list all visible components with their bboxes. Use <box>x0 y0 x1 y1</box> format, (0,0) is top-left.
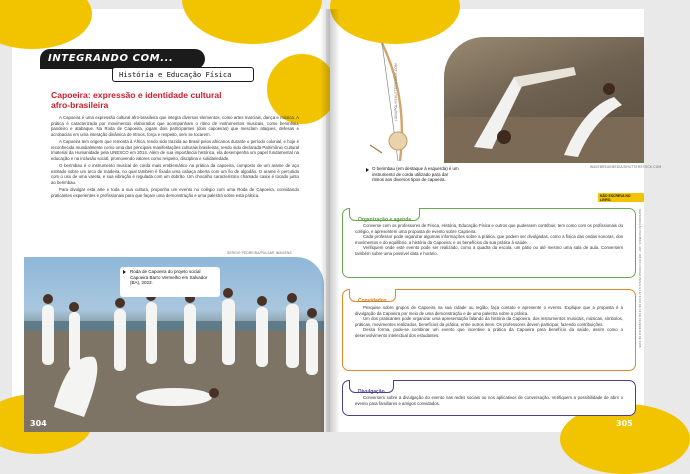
paragraph: O berimbau é o instrumento musical de corda mais emblemático na prática da capoeira, composto de um arame de aço estirado sobre um arco de madeira, no qual também é fixada uma cabaça aberta com um fio de algodão. O arame é percutido com o uso de uma vareta, e sua vibração é regulada com um dobrão. Um chocalho característico chamado caxixi é tocado junto ao berimbau. <box>51 162 299 185</box>
article-title-line1: Capoeira: expressão e identidade cultural <box>51 90 222 100</box>
section-organizacao <box>342 208 636 278</box>
section-title-tab <box>349 380 394 393</box>
right-page <box>330 9 662 432</box>
section-title-tab <box>349 208 420 221</box>
capoeira-kick-photo <box>444 37 644 163</box>
book-gutter <box>320 9 340 432</box>
banner-title: INTEGRANDO COM... <box>48 53 174 64</box>
legal-side-note: REPRODUÇÃO PROIBIDA. ART. 184 DO CÓDIGO PENAL E LEI 9.610 DE 19 DE FEVEREIRO DE 1998. <box>638 209 641 349</box>
berimbau-caption-text: O berimbau (em destaque à esquerda) é um instrumento de corda utilizado para dar ritmos aos diversos tipos de capoeira. <box>372 166 459 183</box>
banner-subtitle-box <box>112 67 254 82</box>
paragraph: A Capoeira tem origem que remonta à África, tendo sido trazida ao Brasil pelos africanos durante o período colonial, e hoje é reconhecida mundialmente como uma das principais manifestações culturais brasileiras, tendo sido declarada Patrimônio Cultural Imaterial da Humanidade pela UNESCO em 2014. Além de sua importância histórica, ela desempenha um papel fundamental na educação e na inclusão social, promovendo valores como respeito, disciplina e solidariedade. <box>51 138 299 161</box>
section-body <box>355 223 623 257</box>
article-body <box>51 115 299 198</box>
paragraph: Pesquise sobre grupos de Capoeira na sua cidade ou região, faça contato e apresente o evento. Explique que a proposta é a divulgação da Capoeira por meio de uma demonstração e de uma palestra sobre a prática. <box>355 305 623 316</box>
article-title-line2: afro-brasileira <box>51 99 109 110</box>
page-number-right: 305 <box>616 419 633 428</box>
no-write-label: NÃO ESCREVA NO LIVRO. <box>598 193 644 202</box>
page-number-left: 304 <box>30 419 47 428</box>
paragraph: Para divulgar esta arte e toda a sua cultura, proponha um evento no colégio com uma Roda de Capoeira, convidando praticantes experientes e profissionais para que façam uma demonstração e uma palestra sobre esta prática. <box>51 186 299 198</box>
section-divulgacao <box>342 380 636 416</box>
section-title-tab <box>349 289 396 302</box>
paragraph: Cada professor pode organizar algumas informações sobre a prática, que podem ser divulgadas, como a física das ondas sonoras, dos movimentos e do equilíbrio, a história da Capoeira; e os benefícios da sua prática à saúde. <box>355 234 623 245</box>
section-title: Organização e agenda <box>358 217 412 223</box>
berimbau-credit: LIANAPOLY/SHUTTERSTOCK.COM <box>394 63 398 121</box>
section-title: Convidados <box>358 298 387 304</box>
paragraph: Um dos praticantes pode organizar uma apresentação falando da história da Capoeira, dos instrumentos musicais, músicas, símbolos, práticas, movimentos realizados, benefícios da prática, entre outros itens. Os professores devem participar, fazendo contribuições. <box>355 316 623 327</box>
caption-marker-icon <box>123 270 126 274</box>
article-title <box>51 91 291 110</box>
paragraph: Verifiquem onde este evento pode ser realizado, como a quadra da escola, um pátio ou até mesmo uma sala de aula. Conversem também sobre uma possível data e horário. <box>355 245 623 256</box>
section-body <box>355 305 623 339</box>
photo-caption <box>120 267 220 297</box>
decor-blob-top <box>182 0 322 44</box>
section-banner <box>40 49 205 69</box>
kick-scene <box>444 37 644 163</box>
paragraph: Converse com os professores de Física, História, Educação Física e outros que pudessem contribuir, tem como com os profissionais do colégio, e apresentem uma proposta de evento sobre Capoeira. <box>355 223 623 234</box>
left-page <box>12 9 326 432</box>
berimbau-caption <box>366 166 461 183</box>
section-body <box>355 395 623 406</box>
caption-text: Roda de Capoeira do projeto social Capoeira Barro Vermelho em Salvador (BA), 2023. <box>130 269 208 286</box>
kick-photo-credit: WAVEBREAKMEDIA/SHUTTERSTOCK.COM <box>590 165 662 169</box>
paragraph: Conversem sobre a divulgação do evento nas redes sociais ou nos aplicativos de conversação. Verifiquem a possibilidade de abrir o evento para familiares e amigos convidados. <box>355 395 623 406</box>
paragraph: Dessa forma, pode-se combinar um evento que incentive a prática da Capoeira para benefício da saúde, assim como o desenvolvimento intelectual dos estudantes. <box>355 327 623 338</box>
berimbau-icon <box>362 37 434 165</box>
decor-blob-top-left <box>0 0 92 49</box>
caption-marker-icon <box>366 168 369 172</box>
banner-subtitle: História e Educação Física <box>119 69 232 79</box>
section-convidados <box>342 289 636 371</box>
photo-credit-left: SERGIO PEDREIRA/PULSAR IMAGENS <box>227 251 292 255</box>
section-title: Divulgação <box>358 389 385 395</box>
berimbau-image <box>362 37 434 165</box>
paragraph: A Capoeira é uma expressão cultural afro-brasileira que integra diversos elementos, como artes marciais, dança e música. A prática é caracterizada por movimentos elaborados que acompanham o ritmo de instrumentos musicais, como berimbau, pandeiro e atabaque. Na Roda de Capoeira, jogam dois participantes (dois capoeiras) que mesclam ataques, defesas e acrobacias em uma interação dinâmica de ritmos, força e respeito, sem se tocarem. <box>51 115 299 137</box>
